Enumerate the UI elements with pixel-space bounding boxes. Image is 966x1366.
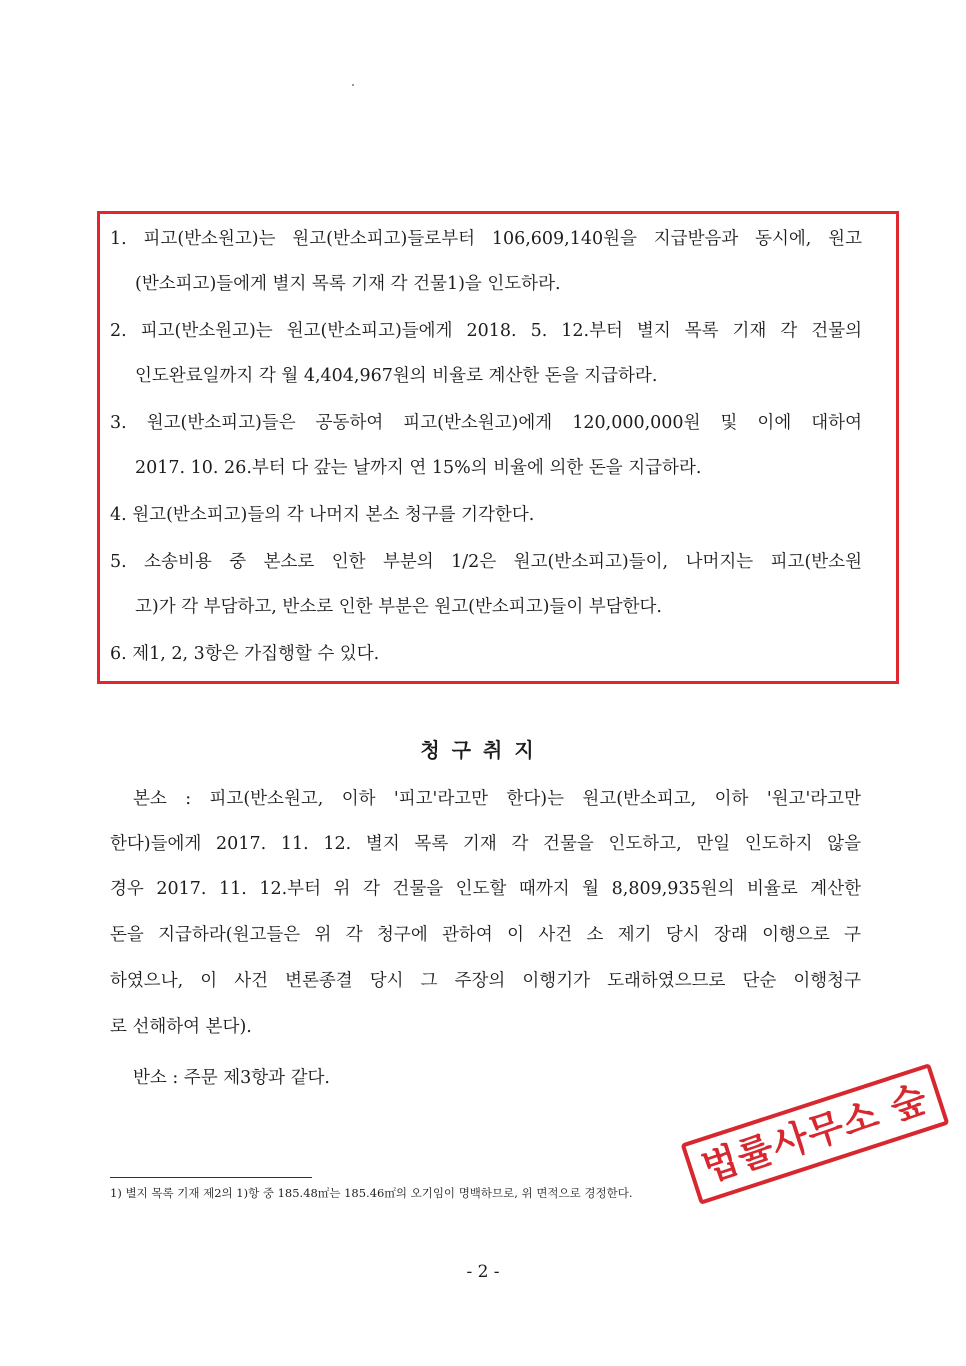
decision-item-2-line-1: 2. 피고(반소원고)는 원고(반소피고)들에게 2018. 5. 12.부터 별지 목록 기재 각 건물의 (110, 321, 862, 341)
page-number: - 2 - (466, 1262, 500, 1282)
decision-item-3-line-2: 2017. 10. 26.부터 다 갚는 날까지 연 15%의 비율에 의한 돈을 지급하라. (135, 458, 702, 478)
claim-line-2: 한다)들에게 2017. 11. 12. 별지 목록 기재 각 건물을 인도하고, 만일 인도하지 않을 (110, 834, 861, 854)
claim-line-1: 본소 : 피고(반소원고, 이하 '피고'라고만 한다)는 원고(반소피고, 이하 '원고'라고만 (133, 789, 861, 809)
decision-item-2-line-2: 인도완료일까지 각 월 4,404,967원의 비율로 계산한 돈을 지급하라. (135, 366, 658, 386)
footnote: 1) 별지 목록 기재 제2의 1)항 중 185.48㎡는 185.46㎡의 오기임이 명백하므로, 위 면적으로 경정한다. (110, 1186, 633, 1200)
decision-item-6-line-1: 6. 제1, 2, 3항은 가집행할 수 있다. (110, 644, 380, 664)
scan-speck (352, 84, 354, 86)
claim-line-3: 경우 2017. 11. 12.부터 위 각 건물을 인도할 때까지 월 8,809,935원의 비율로 계산한 (110, 879, 861, 899)
decision-item-5-line-2: 고)가 각 부담하고, 반소로 인한 부분은 원고(반소피고)들이 부담한다. (135, 597, 662, 617)
decision-item-1-line-1: 1. 피고(반소원고)는 원고(반소피고)들로부터 106,609,140원을 지급받음과 동시에, 원고 (110, 229, 862, 249)
claim-line-5: 하였으나, 이 사건 변론종결 당시 그 주장의 이행기가 도래하였으므로 단순 이행청구 (110, 971, 861, 991)
decision-item-5-line-1: 5. 소송비용 중 본소로 인한 부분의 1/2은 원고(반소피고)들이, 나머지는 피고(반소원 (110, 552, 862, 572)
decision-item-4-line-1: 4. 원고(반소피고)들의 각 나머지 본소 청구를 기각한다. (110, 505, 535, 525)
law-firm-stamp (681, 1063, 950, 1205)
decision-item-1-line-2: (반소피고)들에게 별지 목록 기재 각 건물1)을 인도하라. (135, 274, 561, 294)
claim-line-6: 로 선해하여 본다). (110, 1017, 252, 1037)
section-title: 청구취지 (420, 738, 546, 762)
counterclaim-line: 반소 : 주문 제3항과 같다. (133, 1068, 330, 1088)
stamp-text: 법률사무소 숲 (696, 1076, 933, 1191)
decision-item-3-line-1: 3. 원고(반소피고)들은 공동하여 피고(반소원고)에게 120,000,000원 및 이에 대하여 (110, 413, 862, 433)
claim-line-4: 돈을 지급하라(원고들은 위 각 청구에 관하여 이 사건 소 제기 당시 장래 이행으로 구 (110, 925, 861, 945)
footnote-divider (110, 1177, 312, 1178)
